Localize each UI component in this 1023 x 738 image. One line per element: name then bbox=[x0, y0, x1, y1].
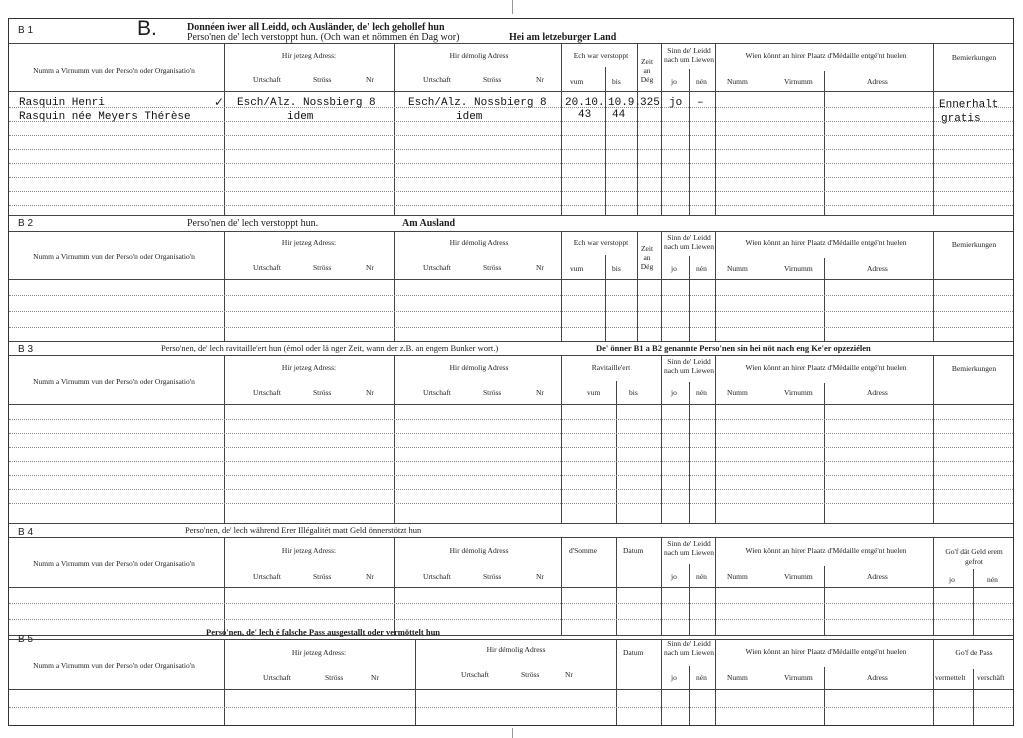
b1-vline bbox=[715, 43, 716, 215]
b1-hdr-nr: Nr bbox=[366, 75, 374, 84]
b2-hdr-nr-2: Nr bbox=[536, 263, 544, 272]
b4-hdr-mfirst: Virnumm bbox=[784, 572, 813, 581]
b5-row-rule bbox=[9, 707, 1013, 708]
b1-hdr-from: vum bbox=[570, 77, 584, 86]
b4-header-top bbox=[9, 537, 1013, 538]
entry-remark: Ennerhalt bbox=[939, 99, 999, 111]
b1-vline bbox=[933, 43, 934, 215]
b2-row-rule bbox=[9, 311, 1013, 312]
b3-hdr-street: Ströss bbox=[313, 388, 332, 397]
b1-hdr-maddr: Adress bbox=[867, 77, 888, 86]
b3-vline bbox=[824, 383, 825, 523]
entry-from: 20.10. bbox=[565, 97, 605, 109]
b5-hdr-town: Urtschaft bbox=[263, 673, 291, 682]
b2-hdr-yes: jo bbox=[671, 264, 677, 273]
b3-hdr-name: Numm a Virnumm vun der Perso'n oder Organisatio'n bbox=[33, 377, 195, 386]
b3-hdr-supplied: Ravitaille'ert bbox=[591, 363, 631, 372]
b4-vline bbox=[394, 537, 395, 635]
b1-hdr-street-2: Ströss bbox=[483, 75, 502, 84]
b1-row-rule bbox=[9, 163, 1013, 164]
b3-hdr-no: nén bbox=[696, 388, 707, 397]
b2-hdr-to: bis bbox=[612, 264, 621, 273]
b5-hdr-maddr: Adress bbox=[867, 673, 888, 682]
b2-row-rule bbox=[9, 295, 1013, 296]
b4-hdr-mname: Numm bbox=[727, 572, 748, 581]
b5-hdr-mediated: vermettelt bbox=[935, 673, 966, 682]
b3-vline bbox=[933, 355, 934, 523]
b2-vline bbox=[715, 231, 716, 341]
section-id-b1: B 1 bbox=[18, 25, 34, 36]
form-letter: B. bbox=[137, 17, 157, 40]
b1-hdr-sense: Sinn de' Leidd nach um Liewen bbox=[664, 46, 714, 64]
b4-vline bbox=[561, 537, 562, 635]
b3-vline bbox=[661, 355, 662, 523]
b4-hdr-former: Hir démolig Adress bbox=[449, 546, 509, 555]
b4-hdr-nr-2: Nr bbox=[536, 572, 544, 581]
b3-vline bbox=[689, 382, 690, 523]
b5-vline bbox=[415, 639, 416, 725]
b2-vline bbox=[605, 255, 606, 341]
b3-hdr-nr: Nr bbox=[366, 388, 374, 397]
b2-hdr-street-2: Ströss bbox=[483, 263, 502, 272]
b4-vline bbox=[715, 537, 716, 635]
b2-title: Perso'nen de' lech verstoppt hun. bbox=[187, 218, 319, 229]
b5-hdr-mname: Numm bbox=[727, 673, 748, 682]
b2-hdr-hidden: Ech war verstoppt bbox=[573, 238, 629, 247]
b1-vline bbox=[637, 43, 638, 215]
section-id-b2: B 2 bbox=[18, 218, 34, 229]
b3-hdr-street-2: Ströss bbox=[483, 388, 502, 397]
b2-hdr-maddr: Adress bbox=[867, 264, 888, 273]
b1-row-rule bbox=[9, 149, 1013, 150]
b5-hdr-street: Ströss bbox=[325, 673, 344, 682]
b1-row-rule bbox=[9, 135, 1013, 136]
b3-row-rule bbox=[9, 447, 1013, 448]
b1-hdr-to: bis bbox=[612, 77, 621, 86]
entry-to: 44 bbox=[612, 109, 626, 121]
b5-hdr-former: Hir démolig Adress bbox=[486, 645, 546, 654]
b4-vline bbox=[824, 566, 825, 635]
b1-hdr-nr-2: Nr bbox=[536, 75, 544, 84]
b4-hdr-yes: jo bbox=[671, 572, 677, 581]
b2-hdr-from: vum bbox=[570, 264, 584, 273]
b1-hdr-remarks: Bemierkungen bbox=[951, 53, 997, 62]
b5-header-bottom bbox=[9, 689, 1013, 690]
b2-vline bbox=[933, 231, 934, 341]
entry-dash: – bbox=[697, 97, 704, 109]
entry-name: Rasquin née Meyers Thérèse bbox=[19, 111, 191, 123]
b4-hdr-date: Datum bbox=[623, 546, 644, 555]
b5-header-top bbox=[9, 639, 1013, 640]
b5-hdr-nr-2: Nr bbox=[565, 670, 573, 679]
b4-hdr-refund: Go'f dät Geld erem gefrot bbox=[945, 547, 1003, 566]
b2-hdr-sense: Sinn de' Leidd nach um Liewen bbox=[664, 233, 714, 251]
entry-name: Rasquin Henri bbox=[19, 97, 105, 109]
b3-vline bbox=[224, 355, 225, 523]
entry-alive: jo bbox=[669, 97, 683, 109]
b5-vline bbox=[689, 666, 690, 725]
b1-header-top bbox=[9, 43, 1013, 44]
b1-vline bbox=[605, 67, 606, 215]
b5-hdr-current: Hir jetzeg Adress: bbox=[291, 648, 347, 657]
b1-hdr-street: Ströss bbox=[313, 75, 332, 84]
b3-row-rule bbox=[9, 475, 1013, 476]
b4-hdr-yes-2: jo bbox=[949, 575, 955, 584]
b1-hdr-town: Urtschaft bbox=[253, 75, 281, 84]
b2-hdr-nr: Nr bbox=[366, 263, 374, 272]
b2-hdr-name: Numm a Virnumm vun der Perso'n oder Organisatio'n bbox=[33, 252, 195, 261]
b1-row-rule bbox=[9, 177, 1013, 178]
b3-vline bbox=[616, 381, 617, 523]
section-id-b5: B 5 bbox=[18, 634, 34, 645]
b3-hdr-former: Hir démolig Adress bbox=[449, 363, 509, 372]
b2-header-top bbox=[9, 231, 1013, 232]
b3-hdr-sense: Sinn de' Leidd nach um Liewen bbox=[664, 357, 714, 375]
b1-hdr-town-2: Urtschaft bbox=[423, 75, 451, 84]
b2-vline bbox=[394, 231, 395, 341]
b5-vline bbox=[616, 639, 617, 725]
b4-hdr-medal: Wien könnt an hirer Plaatz d'Médaille entgé'nt huelen bbox=[745, 546, 907, 555]
b3-hdr-town: Urtschaft bbox=[253, 388, 281, 397]
fold-mark-bottom bbox=[512, 728, 513, 738]
b1-hdr-former: Hir démolig Adress bbox=[449, 51, 509, 60]
b5-hdr-yes: jo bbox=[671, 673, 677, 682]
b5-vline bbox=[715, 639, 716, 725]
b3-hdr-to: bis bbox=[629, 388, 638, 397]
b1-hdr-mfirst: Virnumm bbox=[784, 77, 813, 86]
b4-hdr-no: nén bbox=[696, 572, 707, 581]
b1-title-line2: Perso'nen de' lech verstoppt hun. (Och wan et nömmen én Dag wor) bbox=[187, 32, 460, 43]
fold-mark-top bbox=[512, 0, 513, 14]
b2-hdr-time: Zeit an Dég bbox=[640, 244, 654, 271]
b5-hdr-date: Datum bbox=[623, 648, 644, 657]
b3-row-rule bbox=[9, 489, 1013, 490]
entry-days: 325 bbox=[640, 97, 660, 109]
b4-hdr-sum: d'Somme bbox=[569, 546, 598, 555]
b1-hdr-current: Hir jetzeg Adress: bbox=[281, 51, 337, 60]
b5-hdr-sense: Sinn de' Leidd nach um Liewen bbox=[664, 639, 714, 657]
b1-vline bbox=[224, 43, 225, 215]
b5-hdr-medal: Wien könnt an hirer Plaatz d'Médaille entgé'nt huelen bbox=[745, 647, 907, 656]
b3-bottom bbox=[9, 523, 1013, 524]
b4-vline bbox=[616, 537, 617, 635]
b1-row-rule bbox=[9, 191, 1013, 192]
b3-vline bbox=[394, 355, 395, 523]
b3-vline bbox=[561, 355, 562, 523]
b2-vline bbox=[661, 231, 662, 341]
b5-vline bbox=[661, 639, 662, 725]
b4-vline bbox=[973, 569, 974, 635]
b2-hdr-mfirst: Virnumm bbox=[784, 264, 813, 273]
b3-hdr-mfirst: Virnumm bbox=[784, 388, 813, 397]
b4-hdr-current: Hir jetzeg Adress: bbox=[281, 546, 337, 555]
b4-hdr-name: Numm a Virnumm vun der Perso'n oder Organisatio'n bbox=[33, 559, 195, 568]
b4-hdr-town-2: Urtschaft bbox=[423, 572, 451, 581]
b5-hdr-mfirst: Virnumm bbox=[784, 673, 813, 682]
entry-current-address: idem bbox=[287, 111, 314, 123]
b4-hdr-sense: Sinn de' Leidd nach um Liewen bbox=[664, 539, 714, 557]
b1-hdr-time: Zeit an Dég bbox=[640, 57, 654, 84]
b5-hdr-name: Numm a Virnumm vun der Perso'n oder Organisatio'n bbox=[33, 661, 195, 670]
b1-hdr-medal: Wien könnt an hirer Plaatz d'Médaille entgé'nt huelen bbox=[745, 51, 907, 60]
b3-hdr-mname: Numm bbox=[727, 388, 748, 397]
b3-title: Perso'nen, de' lech ravitaille'ert hun (émol oder lä nger Zeit, wann der z.B. an engem Bunker wort.) bbox=[161, 343, 499, 353]
b2-header-bottom bbox=[9, 279, 1013, 280]
b4-vline bbox=[689, 564, 690, 635]
b2-hdr-former: Hir démolig Adress bbox=[449, 238, 509, 247]
b2-vline bbox=[637, 231, 638, 341]
b3-title-note: De' önner B1 a B2 genannte Perso'nen sin hei nöt nach eng Ke'er opzeziélen bbox=[596, 343, 871, 353]
entry-current-address: Esch/Alz. Nossbierg 8 bbox=[237, 97, 376, 109]
b3-hdr-yes: jo bbox=[671, 388, 677, 397]
b5-hdr-issued: verschäft bbox=[977, 673, 1005, 682]
b3-row-rule bbox=[9, 461, 1013, 462]
b4-row-rule bbox=[9, 603, 1013, 604]
b2-hdr-mname: Numm bbox=[727, 264, 748, 273]
b2-title-note: Am Ausland bbox=[402, 218, 456, 229]
b5-hdr-no: nén bbox=[696, 673, 707, 682]
entry-check-mark: ✓ bbox=[214, 95, 225, 109]
b5-hdr-town-2: Urtschaft bbox=[461, 670, 489, 679]
b3-hdr-remarks: Bemierkungen bbox=[951, 364, 997, 373]
b4-hdr-street: Ströss bbox=[313, 572, 332, 581]
entry-former-address: Esch/Alz. Nossbierg 8 bbox=[408, 97, 547, 109]
b3-hdr-current: Hir jetzeg Adress: bbox=[281, 363, 337, 372]
b1-vline bbox=[394, 43, 395, 215]
b4-vline bbox=[224, 537, 225, 635]
b5-title: Perso'nen, de' lech é falsche Pass ausgestallt oder vermöttelt hun bbox=[206, 627, 441, 637]
b3-hdr-maddr: Adress bbox=[867, 388, 888, 397]
b1-vline bbox=[561, 43, 562, 215]
b1-header-bottom bbox=[9, 91, 1013, 92]
b5-vline bbox=[933, 639, 934, 725]
b1-title-note: Hei am letzeburger Land bbox=[509, 32, 617, 43]
b1-vline bbox=[689, 69, 690, 215]
b4-vline bbox=[933, 537, 934, 635]
section-id-b3: B 3 bbox=[18, 344, 34, 355]
b2-hdr-town-2: Urtschaft bbox=[423, 263, 451, 272]
b1-hdr-name: Numm a Virnumm vun der Perso'n oder Organisatio'n bbox=[33, 66, 195, 75]
b3-header-bottom bbox=[9, 404, 1013, 405]
b4-vline bbox=[661, 537, 662, 635]
b2-hdr-medal: Wien könnt an hirer Plaatz d'Médaille entgé'nt huelen bbox=[745, 238, 907, 247]
form-sheet bbox=[8, 18, 1014, 726]
b4-bottom bbox=[9, 635, 1013, 636]
b1-row-rule bbox=[9, 205, 1013, 206]
b2-hdr-town: Urtschaft bbox=[253, 263, 281, 272]
b3-row-rule bbox=[9, 503, 1013, 504]
entry-former-address: idem bbox=[456, 111, 483, 123]
b5-hdr-nr: Nr bbox=[371, 673, 379, 682]
b4-hdr-town: Urtschaft bbox=[253, 572, 281, 581]
b5-vline bbox=[973, 669, 974, 725]
b4-hdr-street-2: Ströss bbox=[483, 572, 502, 581]
b2-vline bbox=[689, 256, 690, 341]
b3-row-rule bbox=[9, 433, 1013, 434]
b5-vline bbox=[824, 667, 825, 725]
b2-bottom bbox=[9, 341, 1013, 342]
b4-title: Perso'nen, de' lech während Erer Illégalitét matt Geld önnerstötzt hun bbox=[185, 525, 422, 535]
b3-vline bbox=[715, 355, 716, 523]
b1-title-line1: Donnéen iwer all Leidd, och Ausländer, de' lech gehollef hun bbox=[187, 22, 445, 33]
b4-hdr-maddr: Adress bbox=[867, 572, 888, 581]
b5-hdr-street-2: Ströss bbox=[521, 670, 540, 679]
b1-vline bbox=[824, 71, 825, 215]
b1-hdr-no: nén bbox=[696, 77, 707, 86]
b2-hdr-remarks: Bemierkungen bbox=[951, 240, 997, 249]
b4-row-rule bbox=[9, 619, 1013, 620]
b2-vline bbox=[561, 231, 562, 341]
b5-hdr-pass: Go'f de Pass bbox=[955, 648, 993, 657]
b2-hdr-no: nén bbox=[696, 264, 707, 273]
b1-hdr-yes: jo bbox=[671, 77, 677, 86]
b4-header-bottom bbox=[9, 587, 1013, 588]
b2-hdr-current: Hir jetzeg Adress: bbox=[281, 238, 337, 247]
b1-vline bbox=[661, 43, 662, 215]
b3-row-rule bbox=[9, 419, 1013, 420]
b2-vline bbox=[824, 258, 825, 341]
b1-hdr-hidden: Ech war verstoppt bbox=[573, 51, 629, 60]
b2-hdr-street: Ströss bbox=[313, 263, 332, 272]
section-id-b4: B 4 bbox=[18, 527, 34, 538]
b3-hdr-medal: Wien könnt an hirer Plaatz d'Médaille entgé'nt huelen bbox=[745, 363, 907, 372]
entry-to: 10.9. bbox=[608, 97, 642, 109]
b4-hdr-nr: Nr bbox=[366, 572, 374, 581]
b1-bottom bbox=[9, 215, 1013, 216]
b4-hdr-no-2: nén bbox=[987, 575, 998, 584]
entry-from: 43 bbox=[578, 109, 592, 121]
b3-header-top bbox=[9, 355, 1013, 356]
b3-hdr-from: vum bbox=[587, 388, 601, 397]
b3-hdr-town-2: Urtschaft bbox=[423, 388, 451, 397]
b3-hdr-nr-2: Nr bbox=[536, 388, 544, 397]
b5-vline bbox=[224, 639, 225, 725]
b1-hdr-mname: Numm bbox=[727, 77, 748, 86]
b2-row-rule bbox=[9, 327, 1013, 328]
entry-remark: gratis bbox=[941, 113, 981, 125]
b2-vline bbox=[224, 231, 225, 341]
